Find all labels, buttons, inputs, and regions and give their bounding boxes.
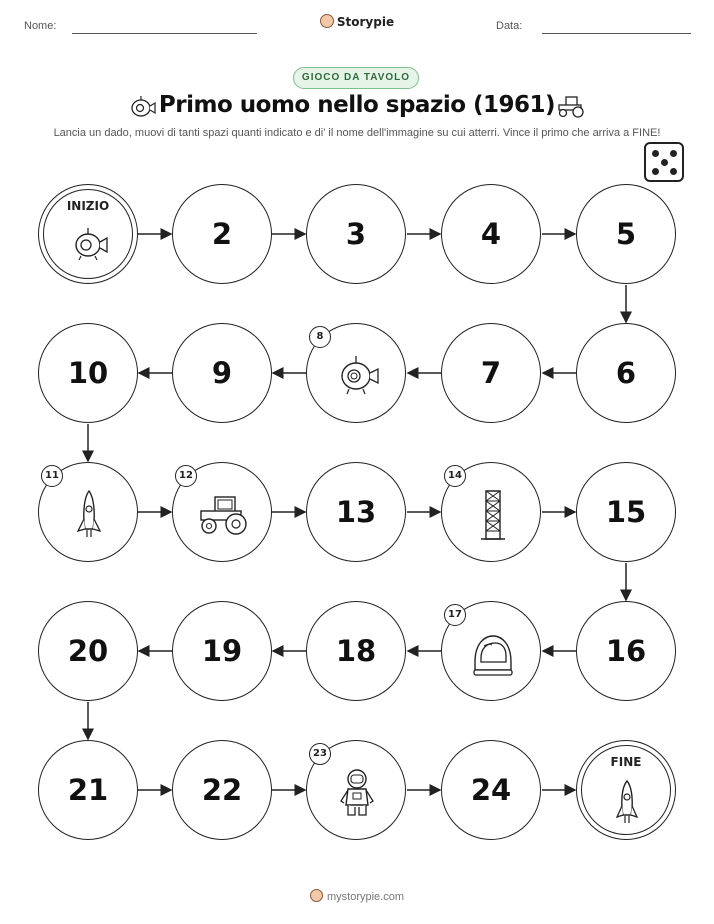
board-space (306, 184, 406, 284)
space-number-badge: 8 (309, 326, 331, 348)
launch-tower-icon (478, 487, 508, 543)
bear-logo-icon (310, 889, 323, 902)
space-number-badge: 17 (444, 604, 466, 626)
board-space (306, 601, 406, 701)
space-number-badge: 14 (444, 465, 466, 487)
space-number: 5 (615, 217, 637, 251)
board-space (441, 323, 541, 423)
board-space (172, 740, 272, 840)
board-space (38, 323, 138, 423)
date-label: Data: (496, 20, 523, 32)
board-space-picture (172, 462, 272, 562)
rocket-icon (614, 779, 640, 827)
space-number: 2 (211, 217, 233, 251)
board-space (172, 601, 272, 701)
space-number: 24 (470, 773, 512, 807)
board-space (576, 323, 676, 423)
space-number: 4 (480, 217, 502, 251)
space-number: 3 (345, 217, 367, 251)
name-label: Nome: (24, 20, 57, 32)
board-space (576, 601, 676, 701)
footer-site (0, 889, 714, 903)
board-space-picture (38, 462, 138, 562)
submarine-icon (335, 352, 381, 398)
board-space (441, 740, 541, 840)
space-number: 21 (67, 773, 109, 807)
board-space (576, 184, 676, 284)
start-label: INIZIO (66, 199, 110, 213)
instructions: Lancia un dado, muovi di tanti spazi quanti indicato e di' il nome dell'immagine su cui atterri. Vince il primo che arriva a FINE! (53, 127, 661, 139)
space-number: 13 (335, 495, 377, 529)
board-space-picture (306, 740, 406, 840)
category-badge: GIOCO DA TAVOLO (293, 67, 419, 89)
footer-url[interactable]: mystorypie.com (326, 891, 405, 903)
board-space (172, 184, 272, 284)
space-number-badge: 12 (175, 465, 197, 487)
board-space (576, 462, 676, 562)
board-space (306, 462, 406, 562)
space-number: 10 (67, 356, 109, 390)
space-number: 19 (201, 634, 243, 668)
brand-name: Storypie (336, 15, 395, 29)
board-space-picture (306, 323, 406, 423)
space-number: 15 (605, 495, 647, 529)
submarine-icon (69, 223, 109, 263)
astronaut-icon (337, 767, 377, 819)
space-number: 6 (615, 356, 637, 390)
space-number: 22 (201, 773, 243, 807)
finish-space (576, 740, 676, 840)
astronaut-helmet-icon (470, 632, 516, 678)
space-number: 7 (480, 356, 502, 390)
tractor-icon (197, 493, 251, 537)
board-space-picture (441, 601, 541, 701)
space-number: 18 (335, 634, 377, 668)
board-space-picture (441, 462, 541, 562)
space-number: 9 (211, 356, 233, 390)
space-number: 20 (67, 634, 109, 668)
finish-label: FINE (610, 755, 642, 769)
board-space (441, 184, 541, 284)
page-title: Primo uomo nello spazio (1961) (158, 92, 556, 118)
space-number: 16 (605, 634, 647, 668)
space-number-badge: 23 (309, 743, 331, 765)
board-space (38, 601, 138, 701)
space-number-badge: 11 (41, 465, 63, 487)
rocket-icon (75, 489, 103, 541)
board-space (38, 740, 138, 840)
board-space (172, 323, 272, 423)
start-space (38, 184, 138, 284)
